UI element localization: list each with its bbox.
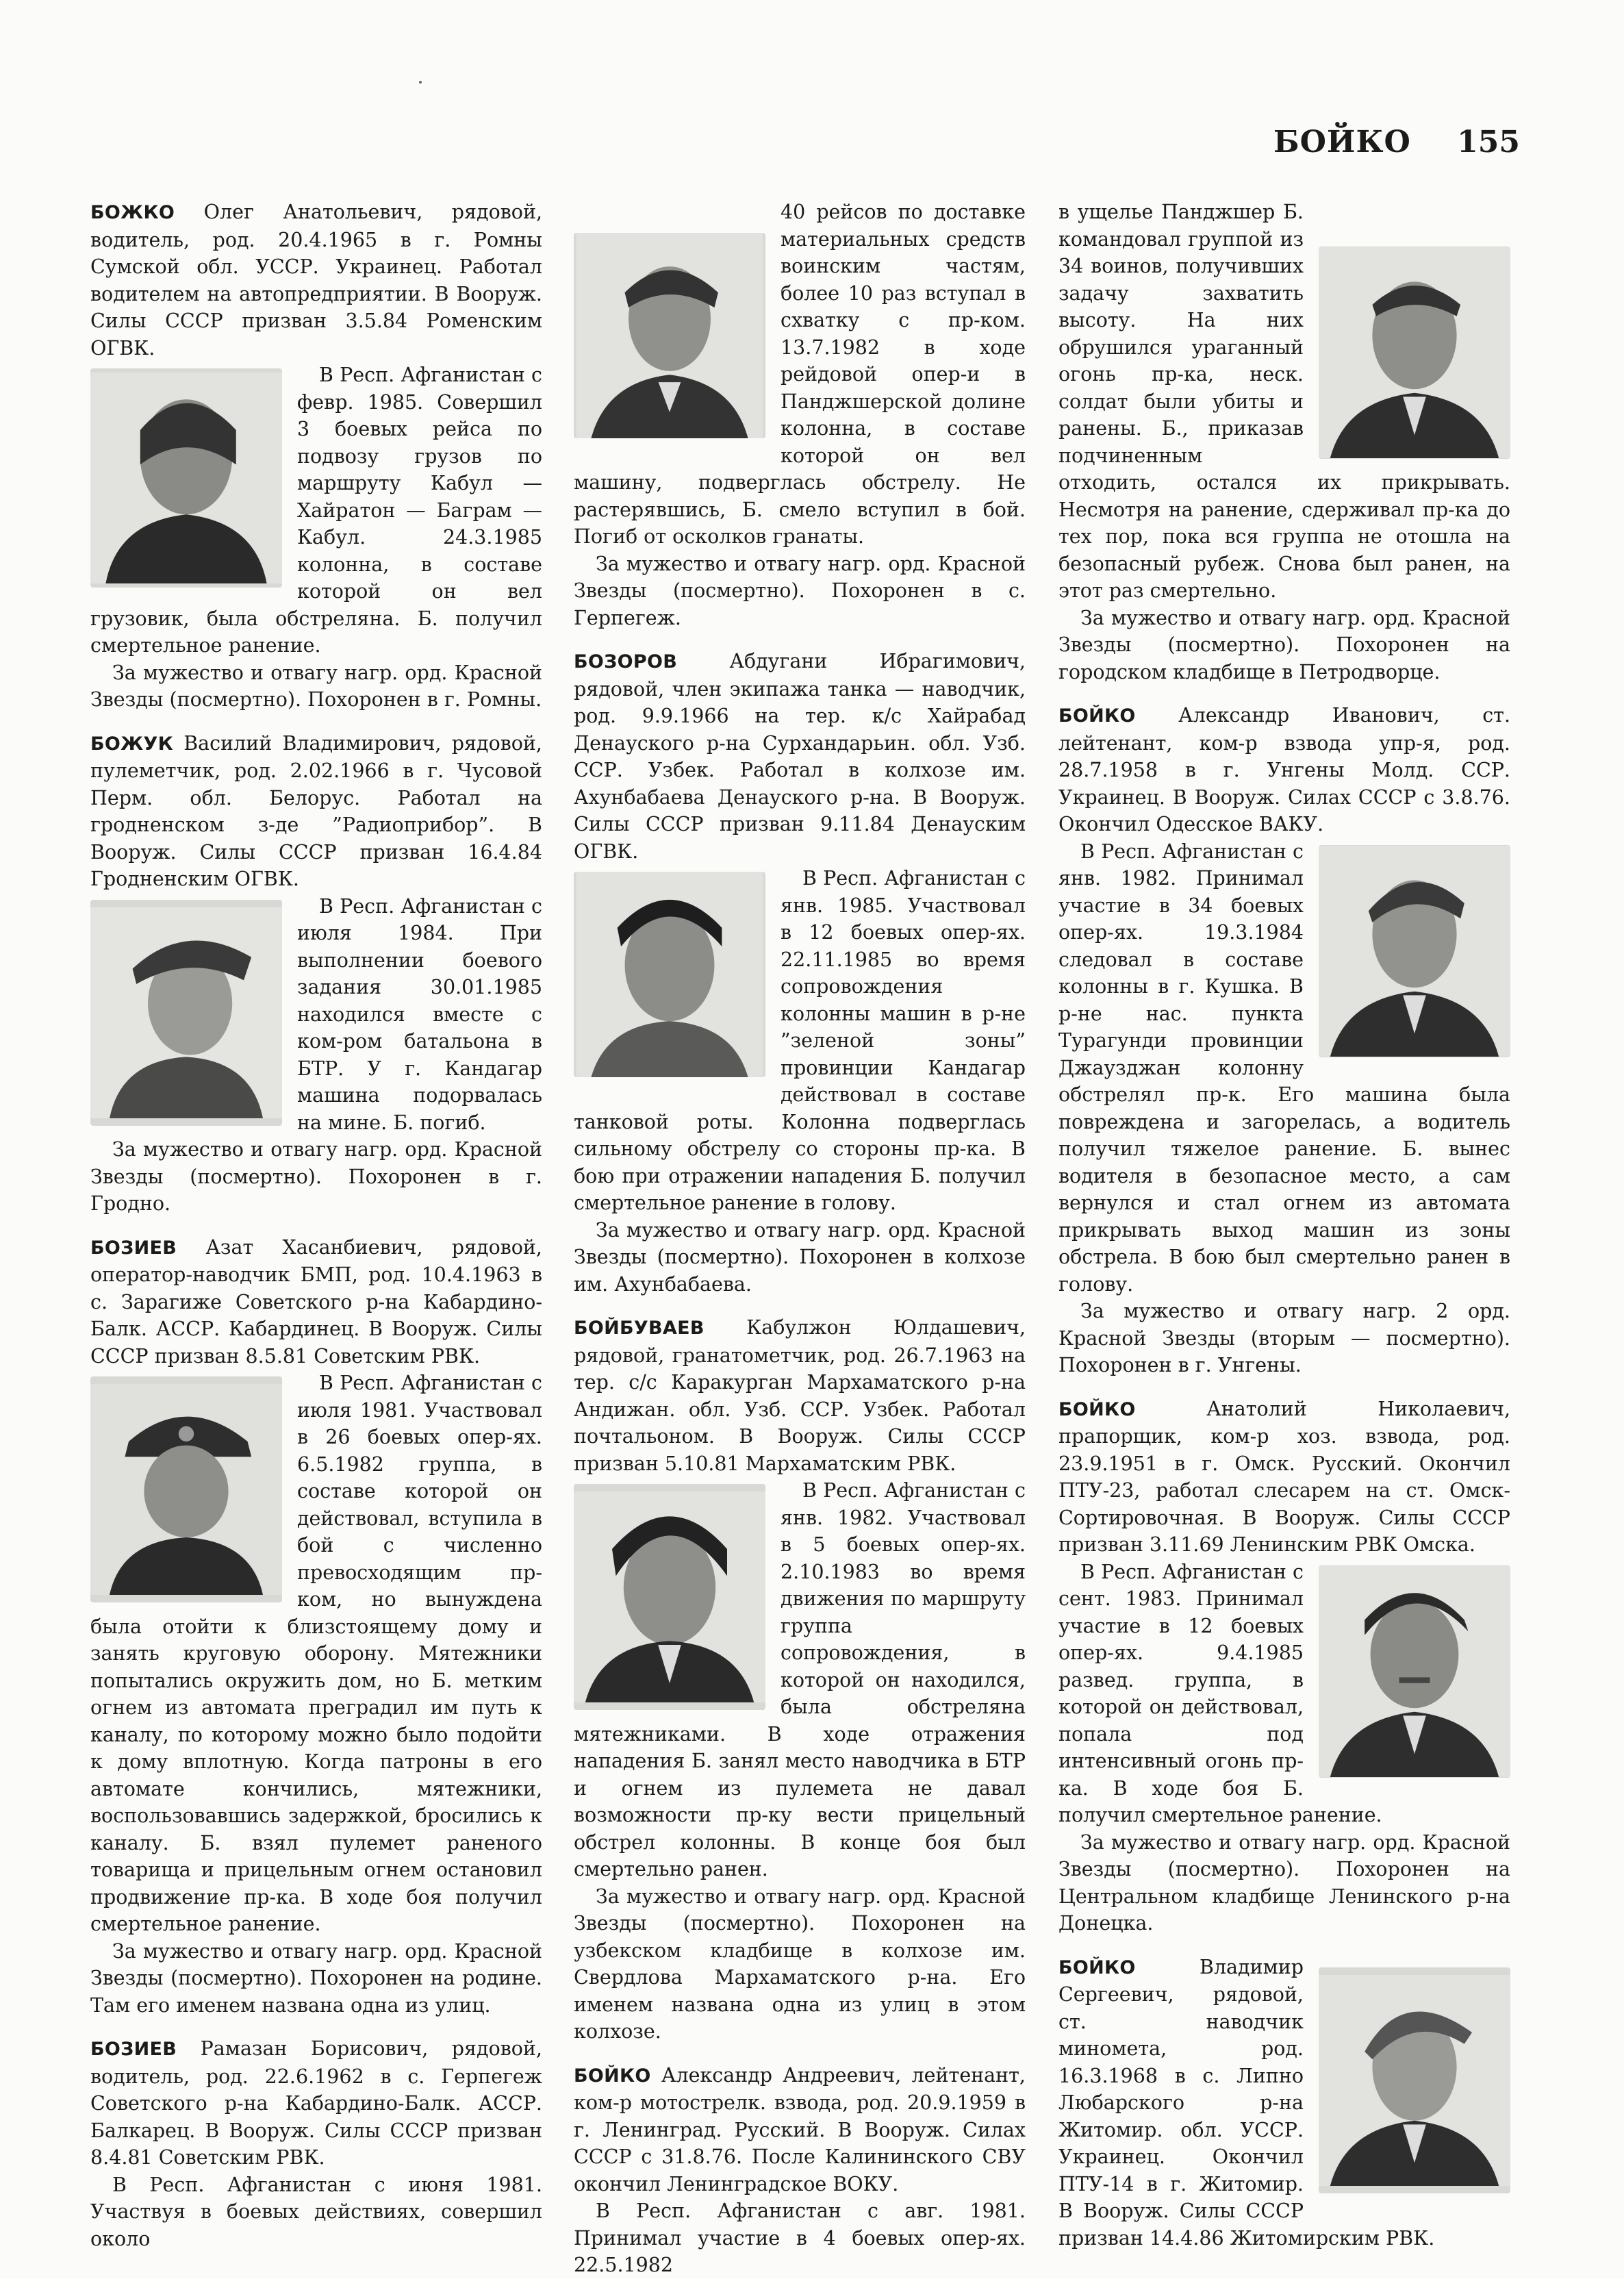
- entry-name: БОЗОРОВ: [574, 651, 678, 672]
- entry-name: БОЖКО: [90, 202, 175, 223]
- page-number: 155: [1457, 125, 1520, 160]
- entry-name: БОЗИЕВ: [90, 2039, 177, 2060]
- column-3: [1058, 199, 1510, 2252]
- column-1: [90, 199, 542, 2252]
- portrait-photo: [90, 368, 282, 588]
- entry-service: В Респ. Афганистан с февр. 1985. Совершил 3 боевых рейса по подвозу грузов по маршруту Кабул — Хайратон — Баграм — Кабул. 24.3.1985 колонна, в составе которой он вел грузовик, была обстреляна. Б. получил смертельное ранение.: [90, 364, 542, 657]
- entry-service: В Респ. Афганистан с янв. 1982. Принимал участие в 34 боевых опер-ях. 19.3.1984 следовал в составе колонны в г. Кушка. В р-не нас. пункта Турагунди провинции Джаузджан колонну обстрелял пр-к. Его машина была повреждена и загорелась, а водитель получил тяжелое ранение. Б. вынес водителя в безопасное место, а сам вернулся и стал огнем из автомата прикрывать выход машин из зоны обстрела. В бою был смертельно ранен в голову.: [1058, 840, 1510, 1296]
- entry-name: БОЖУК: [90, 733, 173, 755]
- entry-name: БОЙКО: [1058, 1398, 1136, 1420]
- entry-name: БОЙКО: [1058, 705, 1136, 727]
- entry-boybuvaev: [574, 1314, 1026, 2045]
- entry-intro: Кабулжон Юлдашевич, рядовой, гранатометчик, род. 26.7.1963 на тер. с/с Каракурган Мархаматского р-на Андижан. обл. Узб. ССР. Узбек. Работал почтальоном. В Вооруж. Силы СССР призван 5.10.81 Мархаматским РВК.: [574, 1316, 1026, 1475]
- entry-boziev-ramazan-cont: [574, 199, 1026, 631]
- entry-bozhuk: [90, 730, 542, 1218]
- entry-boyko-aleksandr-andreevich: [574, 2062, 1026, 2279]
- entry-intro: Владимир Сергеевич, рядовой, ст. наводчик миномета, род. 16.3.1968 в с. Липно Любарского р-на Житомир. обл. УССР. Украинец. Окончил ПТУ-14 в г. Житомир. В Вооруж. Силы СССР призван 14.4.86 Житомирским РВК.: [1058, 1955, 1435, 2250]
- portrait-photo: [1319, 845, 1510, 1057]
- page-header: [1273, 125, 1520, 166]
- entry-award: За мужество и отвагу нагр. орд. Красной Звезды (посмертно). Похоронен в колхозе им. Ахунбабаева.: [574, 1218, 1026, 1296]
- entry-intro: Александр Андреевич, лейтенант, ком-р мотострелк. взвода, род. 20.9.1959 в г. Ленинград. Русский. В Вооруж. Силах СССР с 31.8.76. После Калининского СВУ окончил Ленинградское ВОКУ.: [574, 2063, 1026, 2195]
- entry-award: За мужество и отвагу нагр. орд. Красной Звезды (посмертно). Похоронен на родине. Там его именем названа одна из улиц.: [90, 1939, 542, 2017]
- entry-boyko-aleksandr-ivanovich: [1058, 702, 1510, 1379]
- entry-boyko-vladimir: [1058, 1954, 1510, 2252]
- entry-boziev-ramazan: [90, 2035, 542, 2252]
- portrait-photo: [90, 1376, 282, 1602]
- entry-bozhko: [90, 199, 542, 714]
- entry-service: В Респ. Афганистан с июля 1981. Участвовал в 26 боевых опер-ях. 6.5.1982 группа, в составе которой он действовал, вступила в бой с численно превосходящим пр-ком, но вынуждена была отойти к близстоящему дому и занять круговую оборону. Мятежники попытались окружить дом, но Б. метким огнем из автомата преградил им путь к каналу, по которому можно было подойти к дому вплотную. Когда патроны в его автомате кончились, мятежники, воспользовавшись задержкой, бросились к каналу. Б. взял пулемет раненого товарища и прицельным огнем остановил продвижение пр-ка. В ходе боя получил смертельное ранение.: [90, 1372, 542, 1935]
- entry-service: В Респ. Афганистан с янв. 1982. Участвовал в 5 боевых опер-ях. 2.10.1983 во время движения по маршруту группа сопровождения, в которой он находился, была обстреляна мятежниками. В ходе отражения нападения Б. занял место наводчика в БТР и огнем из пулемета не давал возможности пр-ку вести прицельный обстрел колонны. В конце боя был смертельно ранен.: [574, 1479, 1026, 1880]
- entry-intro: Рамазан Борисович, рядовой, водитель, род. 22.6.1962 в с. Герпегеж Советского р-на Кабардино-Балк. АССР. Балкарец. В Вооруж. Силы СССР призван 8.4.81 Советским РВК.: [90, 2037, 542, 2169]
- portrait-photo: [1319, 1565, 1510, 1778]
- entry-service: В Респ. Афганистан с сент. 1983. Принимал участие в 12 боевых опер-ях. 9.4.1985 развед. группа, в которой он действовал, попала под интенсивный огонь пр-ка. В ходе боя Б. получил смертельное ранение.: [1058, 1560, 1382, 1826]
- entry-award: За мужество и отвагу нагр. орд. Красной Звезды (посмертно). Похоронен на узбекском кладбище в колхозе им. Свердлова Мархаматского р-на. Его именем названа одна из улиц в этом колхозе.: [574, 1885, 1026, 2043]
- scan-mark: [419, 81, 422, 84]
- entry-name: БОЙБУВАЕВ: [574, 1318, 705, 1339]
- running-headword: БОЙКО: [1273, 125, 1411, 160]
- entry-service: В Респ. Афганистан с июня 1981. Участвуя в боевых действиях, совершил около: [90, 2173, 542, 2250]
- entry-boyko-aleksandr-andreevich-cont: [1058, 199, 1510, 685]
- portrait-photo: [574, 872, 765, 1077]
- portrait-photo: [90, 900, 282, 1126]
- entry-intro: Василий Владимирович, рядовой, пулеметчик, род. 2.02.1966 в г. Чусовой Перм. обл. Белорус. Работал на гродненском з-де ”Радиоприбор”. В Вооруж. Силы СССР призван 16.4.84 Гродненским ОГВК.: [90, 731, 542, 890]
- entry-award: За мужество и отвагу нагр. орд. Красной Звезды (посмертно). Похоронен на городском кладбище в Петродворце.: [1058, 606, 1510, 683]
- entry-award: За мужество и отвагу нагр. 2 орд. Красной Звезды (вторым — посмертно). Похоронен в г. Унгены.: [1058, 1300, 1510, 1376]
- entry-service: в ущелье Панджшер Б. командовал группой из 34 воинов, получивших задачу захватить высоту. На них обрушился ураганный огонь пр-ка, неск. солдат были убиты и ранены. Б., приказав подчиненным отходить, остался их прикрывать. Несмотря на ранение, сдерживал пр-ка до тех пор, пока вся группа не отошла на безопасный рубеж. Снова был ранен, на этот раз смертельно.: [1058, 201, 1510, 602]
- portrait-photo: [1319, 1967, 1510, 2193]
- entry-intro: Александр Иванович, ст. лейтенант, ком-р взвода упр-я, род. 28.7.1958 в г. Унгены Молд. ССР. Украинец. В Вооруж. Силах СССР с 3.8.76. Окончил Одесское ВАКУ.: [1058, 704, 1510, 835]
- entry-award: За мужество и отвагу нагр. орд. Красной Звезды (посмертно). Похоронен в г. Гродно.: [90, 1138, 542, 1215]
- entry-name: БОЙКО: [1058, 1956, 1136, 1978]
- entry-award: За мужество и отвагу нагр. орд. Красной Звезды (посмертно). Похоронен в с. Герпегеж.: [574, 552, 1026, 629]
- entry-intro: Анатолий Николаевич, прапорщик, ком-р хоз. взвода, род. 23.9.1951 в г. Омск. Русский. Окончил ПТУ-23, работал слесарем на ст. Омск-Сортировочная. В Вооруж. Силы СССР призван 3.11.69 Ленинским РВК Омска.: [1058, 1397, 1510, 1556]
- entry-service: 40 рейсов по доставке материальных средств воинским частям, более 10 раз вступал в схватку с пр-ком. 13.7.1982 в ходе рейдовой опер-и в Панджшерской долине колонна, в составе которой он вел машину, подверглась обстрелу. Не растерявшись, Б. смело вступил в бой. Погиб от осколков гранаты.: [574, 201, 1026, 548]
- entry-boyko-anatoliy: [1058, 1396, 1510, 1937]
- entry-service: В Респ. Афганистан с авг. 1981. Принимал участие в 4 боевых опер-ях. 22.5.1982: [574, 2200, 1026, 2276]
- portrait-photo: [574, 233, 765, 438]
- entry-bozorov: [574, 648, 1026, 1298]
- portrait-photo: [574, 1484, 765, 1710]
- entry-intro: Олег Анатольевич, рядовой, водитель, род. 20.4.1965 в г. Ромны Сумской обл. УССР. Украинец. Работал водителем на автопредприятии. В Вооруж. Силы СССР призван 3.5.84 Роменским ОГВК.: [90, 201, 542, 360]
- entry-name: БОЙКО: [574, 2065, 651, 2087]
- entry-intro: Азат Хасанбиевич, рядовой, оператор-наводчик БМП, род. 10.4.1963 в с. Зарагиже Советского р-на Кабардино-Балк. АССР. Кабардинец. В Вооруж. Силы СССР призван 8.5.81 Советским РВК.: [90, 1235, 542, 1368]
- entry-service: В Респ. Афганистан с янв. 1985. Участвовал в 12 боевых опер-ях. 22.11.1985 во время сопровождения колонны машин в р-не ”зеленой зоны” провинции Кандагар действовал в составе танковой роты. Колонна подверглась сильному обстрелу со стороны пр-ка. В бою при отражении нападения Б. получил смертельное ранение в голову.: [574, 867, 1026, 1214]
- entry-award: За мужество и отвагу нагр. орд. Красной Звезды (посмертно). Похоронен в г. Ромны.: [90, 661, 542, 711]
- entry-service: В Респ. Афганистан с июля 1984. При выполнении боевого задания 30.01.1985 находился вместе с ком-ром батальона в БТР. У г. Кандагар машина подорвалась на мине. Б. погиб.: [297, 894, 542, 1134]
- portrait-photo: [1319, 247, 1510, 459]
- column-2: [574, 199, 1026, 2279]
- entry-boziev-azat: [90, 1234, 542, 2019]
- entry-award: За мужество и отвагу нагр. орд. Красной Звезды (посмертно). Похоронен на Центральном кладбище Ленинского р-на Донецка.: [1058, 1830, 1510, 1935]
- entry-intro: Абдугани Ибрагимович, рядовой, член экипажа танка — наводчик, род. 9.9.1966 на тер. к/с Хайрабад Денауского р-на Сурхандарьин. обл. Узб. ССР. Узбек. Работал в колхозе им. Ахунбабаева Денауского р-на. В Вооруж. Силы СССР призван 9.11.84 Денауским ОГВК.: [574, 650, 1026, 863]
- entry-name: БОЗИЕВ: [90, 1237, 177, 1259]
